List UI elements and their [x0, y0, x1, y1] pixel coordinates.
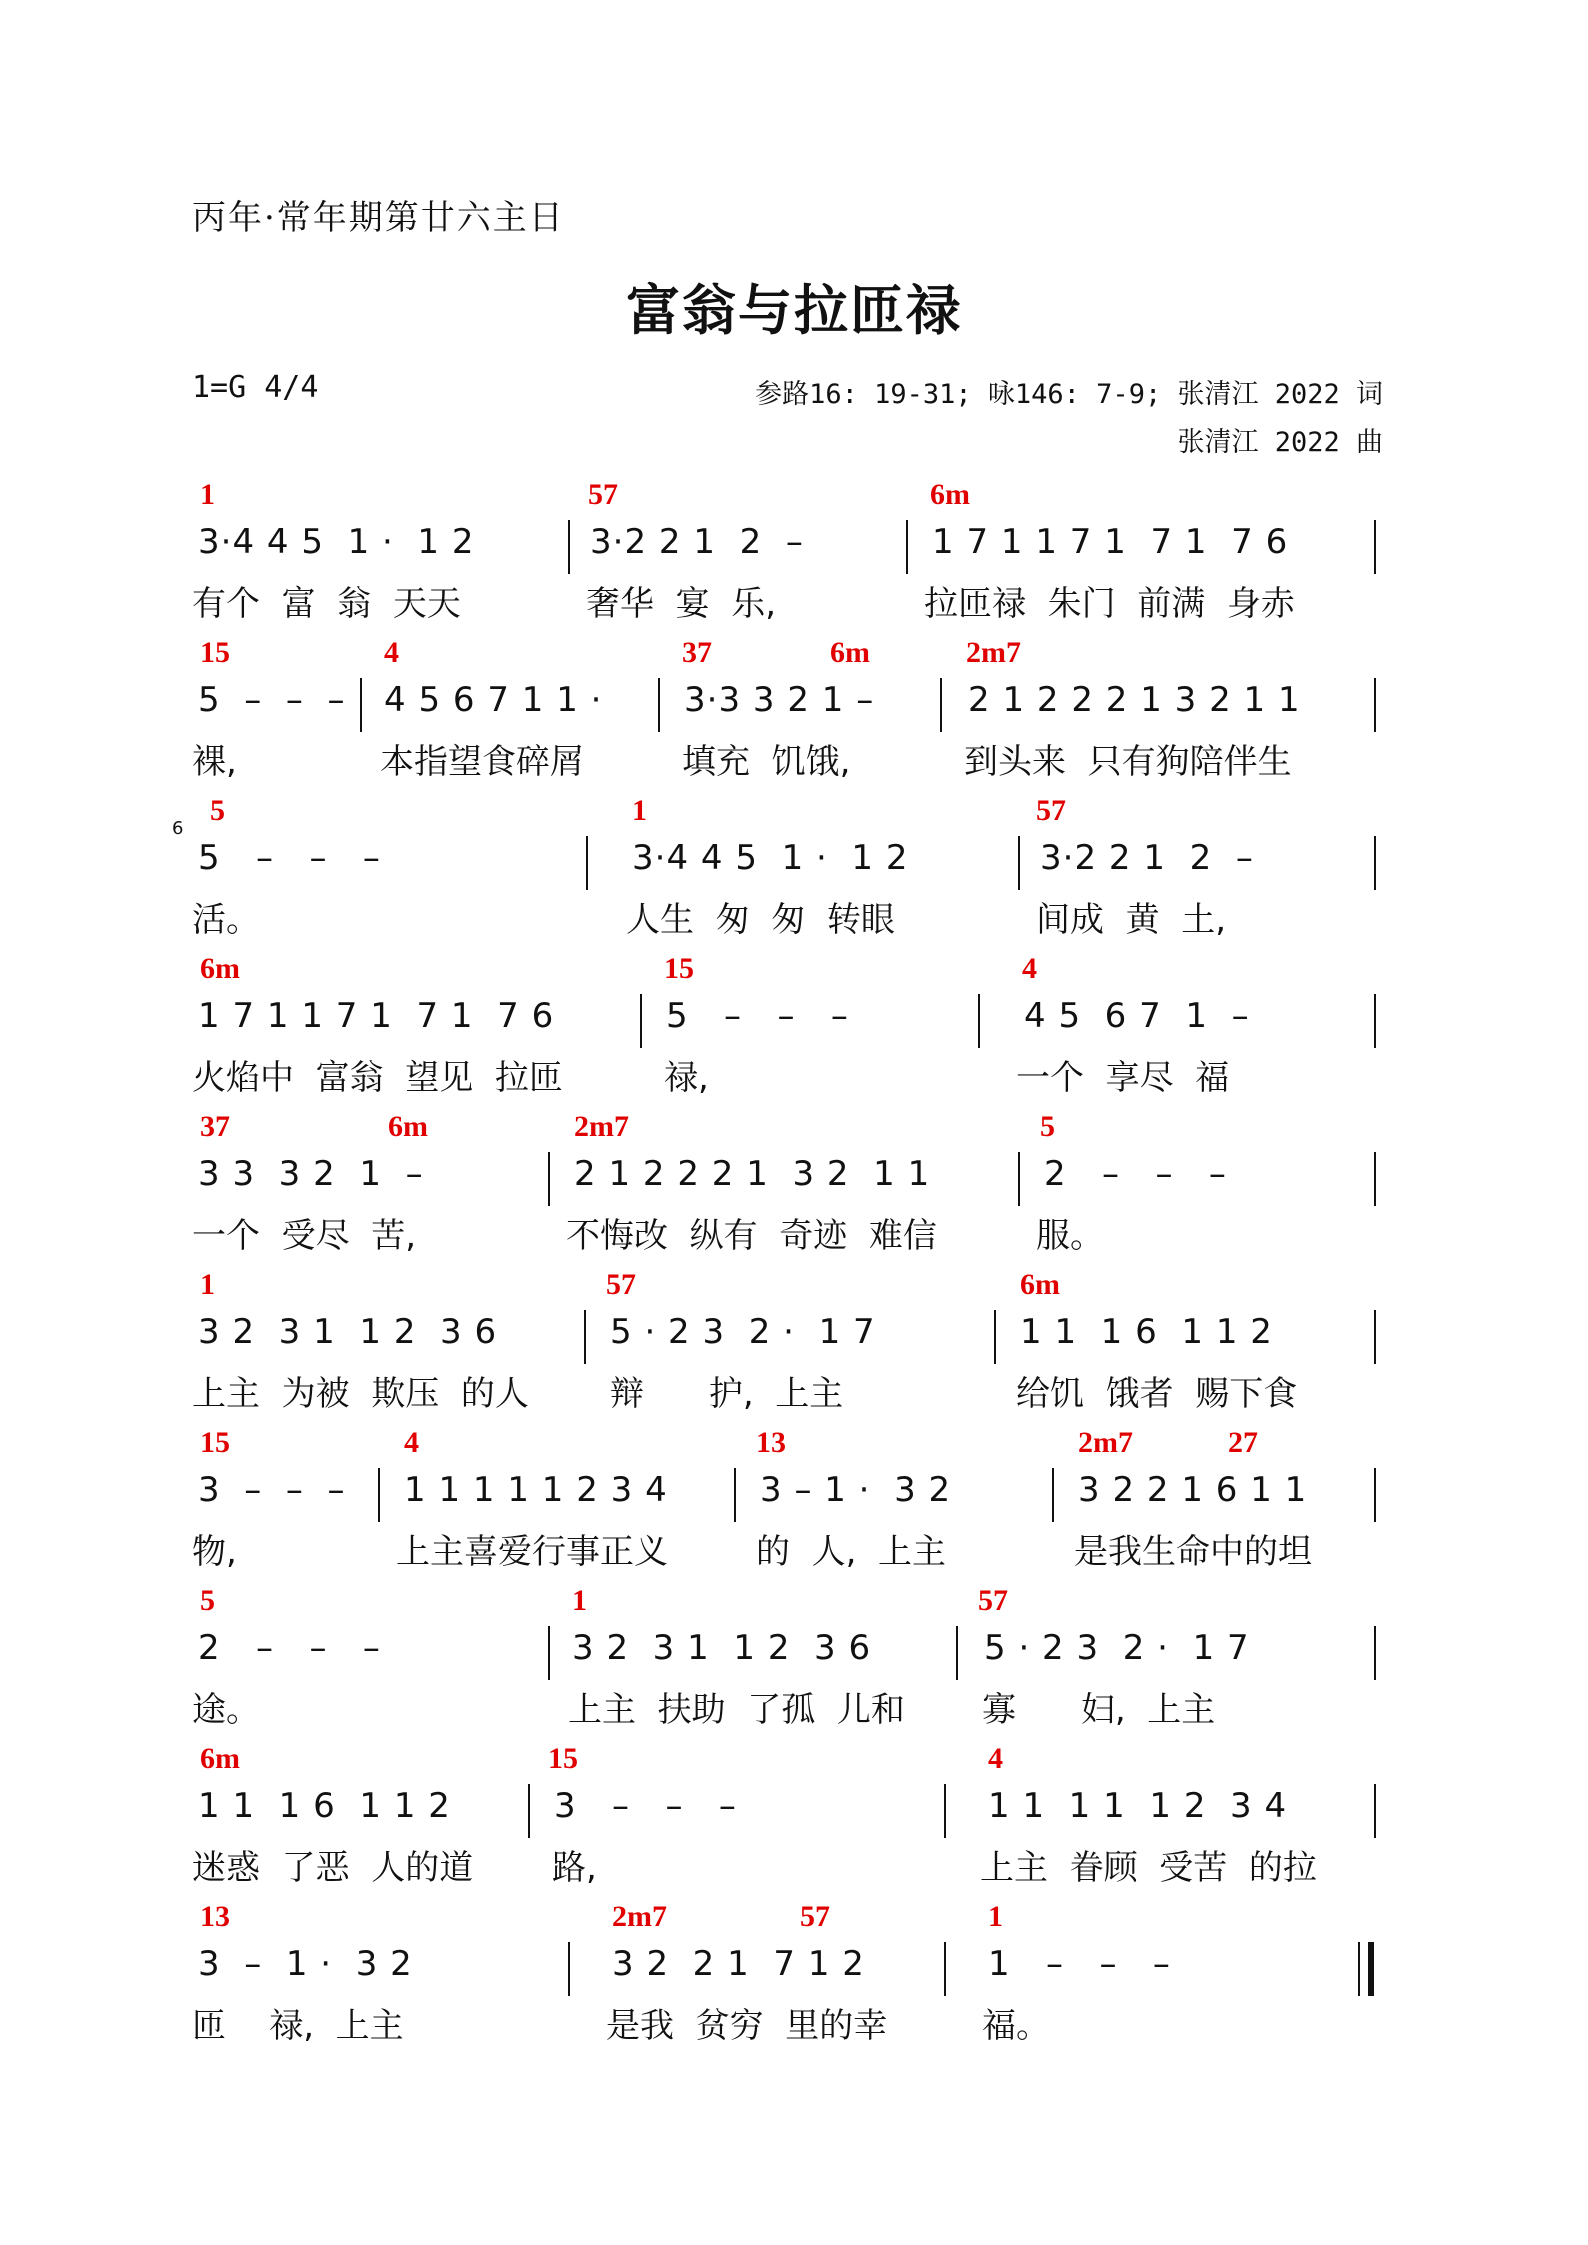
chord-symbol: 4: [1022, 952, 1037, 985]
chord-symbol: 2m7: [574, 1110, 629, 1143]
bar-line: [1018, 1152, 1020, 1206]
bar-line: [994, 1310, 996, 1364]
scripture-source: 参路16: 19-31; 咏146: 7-9; 张清江 2022 词: [755, 379, 1383, 410]
lyrics-measure: 服。: [1036, 1216, 1104, 1256]
lyrics-measure: 上主喜爱行事正义: [396, 1532, 668, 1572]
notes-measure: 3 3 3 2 1 –: [198, 1154, 424, 1194]
chord-symbol: 15: [664, 952, 694, 985]
chord-symbol: 13: [756, 1426, 786, 1459]
final-bar-line-thin: [1358, 1942, 1360, 1996]
chord-symbol: 1: [200, 478, 215, 511]
bar-line: [586, 836, 588, 890]
lyrics-measure: 不悔改 纵有 奇迹 难信: [566, 1216, 937, 1256]
bar-line: [1018, 836, 1020, 890]
lyrics-measure: 的 人, 上主: [756, 1532, 947, 1572]
notes-measure: 3 2 3 1 1 2 3 6: [572, 1628, 872, 1668]
lyrics-measure: 是我生命中的坦: [1074, 1532, 1312, 1572]
notes-measure: 5 – – –: [198, 838, 381, 878]
final-bar-line-thick: [1368, 1942, 1374, 1996]
lyrics-measure: 拉匝禄 朱门 前满 身赤: [924, 584, 1295, 624]
chord-symbol: 5: [210, 794, 225, 827]
chord-symbol: 6m: [388, 1110, 428, 1143]
lyrics-measure: 禄,: [664, 1058, 709, 1098]
lyrics-measure: 间成 黄 土,: [1036, 900, 1227, 940]
lyrics-measure: 一个 享尽 福: [1016, 1058, 1230, 1098]
chord-symbol: 27: [1228, 1426, 1258, 1459]
chord-symbol: 1: [632, 794, 647, 827]
lyrics-measure: 本指望食碎屑: [380, 742, 584, 782]
chord-symbol: 4: [988, 1742, 1003, 1775]
bar-line: [1374, 678, 1376, 732]
notes-measure: 1 1 1 1 1 2 3 4: [404, 1470, 668, 1510]
notes-measure: 5 · 2 3 2 · 1 7: [984, 1628, 1250, 1668]
lyrics-measure: 寡 妇, 上主: [982, 1690, 1216, 1730]
chord-symbol: 13: [200, 1900, 230, 1933]
chord-symbol: 2m7: [612, 1900, 667, 1933]
chord-symbol: 6m: [830, 636, 870, 669]
bar-line: [640, 994, 642, 1048]
lyrics-measure: 路,: [552, 1848, 597, 1888]
chord-symbol: 15: [200, 636, 230, 669]
chord-symbol: 57: [588, 478, 618, 511]
bar-line: [1374, 520, 1376, 574]
notes-measure: 3 2 2 1 7 1 2: [612, 1944, 865, 1984]
notes-measure: 3·4 4 5 1 · 1 2: [198, 522, 475, 562]
chord-symbol: 15: [200, 1426, 230, 1459]
chord-symbol: 4: [384, 636, 399, 669]
chord-symbol: 5: [200, 1584, 215, 1617]
chord-symbol: 1: [200, 1268, 215, 1301]
key-time-signature: 1=G 4/4: [192, 370, 319, 405]
bar-line: [1052, 1468, 1054, 1522]
notes-measure: 3 – – –: [198, 1470, 346, 1510]
notes-measure: 1 7 1 1 7 1 7 1 7 6: [932, 522, 1289, 562]
lyrics-measure: 上主 扶助 了孤 儿和: [568, 1690, 905, 1730]
notes-measure: 1 1 1 1 1 2 3 4: [988, 1786, 1288, 1826]
chord-symbol: 2m7: [1078, 1426, 1133, 1459]
chord-symbol: 37: [200, 1110, 230, 1143]
bar-line: [944, 1784, 946, 1838]
bar-line: [940, 678, 942, 732]
bar-line: [1374, 1468, 1376, 1522]
bar-line: [1374, 836, 1376, 890]
bar-line: [906, 520, 908, 574]
lyrics-measure: 是我 贫穷 里的幸: [606, 2006, 888, 2046]
notes-measure: 3 2 3 1 1 2 3 6: [198, 1312, 498, 1352]
lyrics-measure: 迷惑 了恶 人的道: [192, 1848, 474, 1888]
lyrics-measure: 活。: [192, 900, 260, 940]
chord-symbol: 1: [572, 1584, 587, 1617]
bar-line: [1374, 1784, 1376, 1838]
chord-symbol: 2m7: [966, 636, 1021, 669]
lyrics-measure: 上主 眷顾 受苦 的拉: [980, 1848, 1317, 1888]
bar-line: [548, 1152, 550, 1206]
chord-symbol: 1: [988, 1900, 1003, 1933]
notes-measure: 5 – – –: [666, 996, 849, 1036]
bar-line: [568, 520, 570, 574]
notes-measure: 1 1 1 6 1 1 2: [198, 1786, 451, 1826]
chord-symbol: 57: [978, 1584, 1008, 1617]
notes-measure: 4 5 6 7 1 –: [1024, 996, 1250, 1036]
lyrics-measure: 物,: [192, 1532, 237, 1572]
lyrics-measure: 填充 饥饿,: [682, 742, 851, 782]
chord-symbol: 57: [800, 1900, 830, 1933]
lyrics-measure: 匝 禄, 上主: [192, 2006, 404, 2046]
notes-measure: 3 – – –: [554, 1786, 737, 1826]
bar-line: [584, 1310, 586, 1364]
notes-measure: 3 2 2 1 6 1 1: [1078, 1470, 1308, 1510]
lyrics-measure: 途。: [192, 1690, 260, 1730]
lyrics-measure: 裸,: [192, 742, 237, 782]
lyrics-measure: 有个 富 翁 天天: [192, 584, 461, 624]
notes-measure: 1 – – –: [988, 1944, 1171, 1984]
lyrics-measure: 奢华 宴 乐,: [586, 584, 777, 624]
chord-symbol: 6m: [930, 478, 970, 511]
chord-symbol: 6m: [200, 1742, 240, 1775]
bar-line: [734, 1468, 736, 1522]
notes-measure: 2 – – –: [1044, 1154, 1227, 1194]
notes-measure: 2 1 2 2 2 1 3 2 1 1: [968, 680, 1301, 720]
notes-measure: 1 1 1 6 1 1 2: [1020, 1312, 1273, 1352]
bar-line: [1374, 1310, 1376, 1364]
lyrics-measure: 一个 受尽 苦,: [192, 1216, 417, 1256]
notes-measure: 1 7 1 1 7 1 7 1 7 6: [198, 996, 555, 1036]
chord-symbol: 6m: [200, 952, 240, 985]
chord-symbol: 5: [1040, 1110, 1055, 1143]
notes-measure: 3·4 4 5 1 · 1 2: [632, 838, 909, 878]
chord-symbol: 37: [682, 636, 712, 669]
bar-line: [1374, 1152, 1376, 1206]
bar-line: [944, 1942, 946, 1996]
lyrics-measure: 给饥 饿者 赐下食: [1016, 1374, 1298, 1414]
chord-symbol: 57: [1036, 794, 1066, 827]
lyrics-measure: 火焰中 富翁 望见 拉匝: [192, 1058, 563, 1098]
lyrics-measure: 辩 护, 上主: [610, 1374, 844, 1414]
notes-measure: 5 – – –: [198, 680, 346, 720]
bar-line: [658, 678, 660, 732]
notes-measure: 4 5 6 7 1 1 ·: [384, 680, 603, 720]
bar-line: [568, 1942, 570, 1996]
chord-symbol: 4: [404, 1426, 419, 1459]
lyrics-measure: 人生 匆 匆 转眼: [626, 900, 895, 940]
grace-note: 6: [172, 818, 184, 839]
bar-line: [1374, 1626, 1376, 1680]
bar-line: [528, 1784, 530, 1838]
bar-line: [360, 678, 362, 732]
notes-measure: 2 – – –: [198, 1628, 381, 1668]
chord-symbol: 15: [548, 1742, 578, 1775]
bar-line: [956, 1626, 958, 1680]
notes-measure: 3 – 1 · 3 2: [760, 1470, 952, 1510]
notes-measure: 5 · 2 3 2 · 1 7: [610, 1312, 876, 1352]
notes-measure: 3·2 2 1 2 –: [590, 522, 804, 562]
bar-line: [978, 994, 980, 1048]
bar-line: [548, 1626, 550, 1680]
lyrics-measure: 到头来 只有狗陪伴生: [964, 742, 1292, 782]
bar-line: [378, 1468, 380, 1522]
lyrics-measure: 上主 为被 欺压 的人: [192, 1374, 529, 1414]
lyrics-measure: 福。: [982, 2006, 1050, 2046]
notes-measure: 2 1 2 2 2 1 3 2 1 1: [574, 1154, 931, 1194]
composer-credit: 张清江 2022 曲: [1177, 427, 1383, 458]
notes-measure: 3 – 1 · 3 2: [198, 1944, 413, 1984]
song-title: 富翁与拉匝禄: [626, 279, 962, 342]
chord-symbol: 57: [606, 1268, 636, 1301]
notes-measure: 3·2 2 1 2 –: [1040, 838, 1254, 878]
chord-symbol: 6m: [1020, 1268, 1060, 1301]
bar-line: [1374, 994, 1376, 1048]
notes-measure: 3·3 3 2 1 –: [684, 680, 875, 720]
occasion-label: 丙年·常年期第廿六主日: [192, 198, 565, 238]
